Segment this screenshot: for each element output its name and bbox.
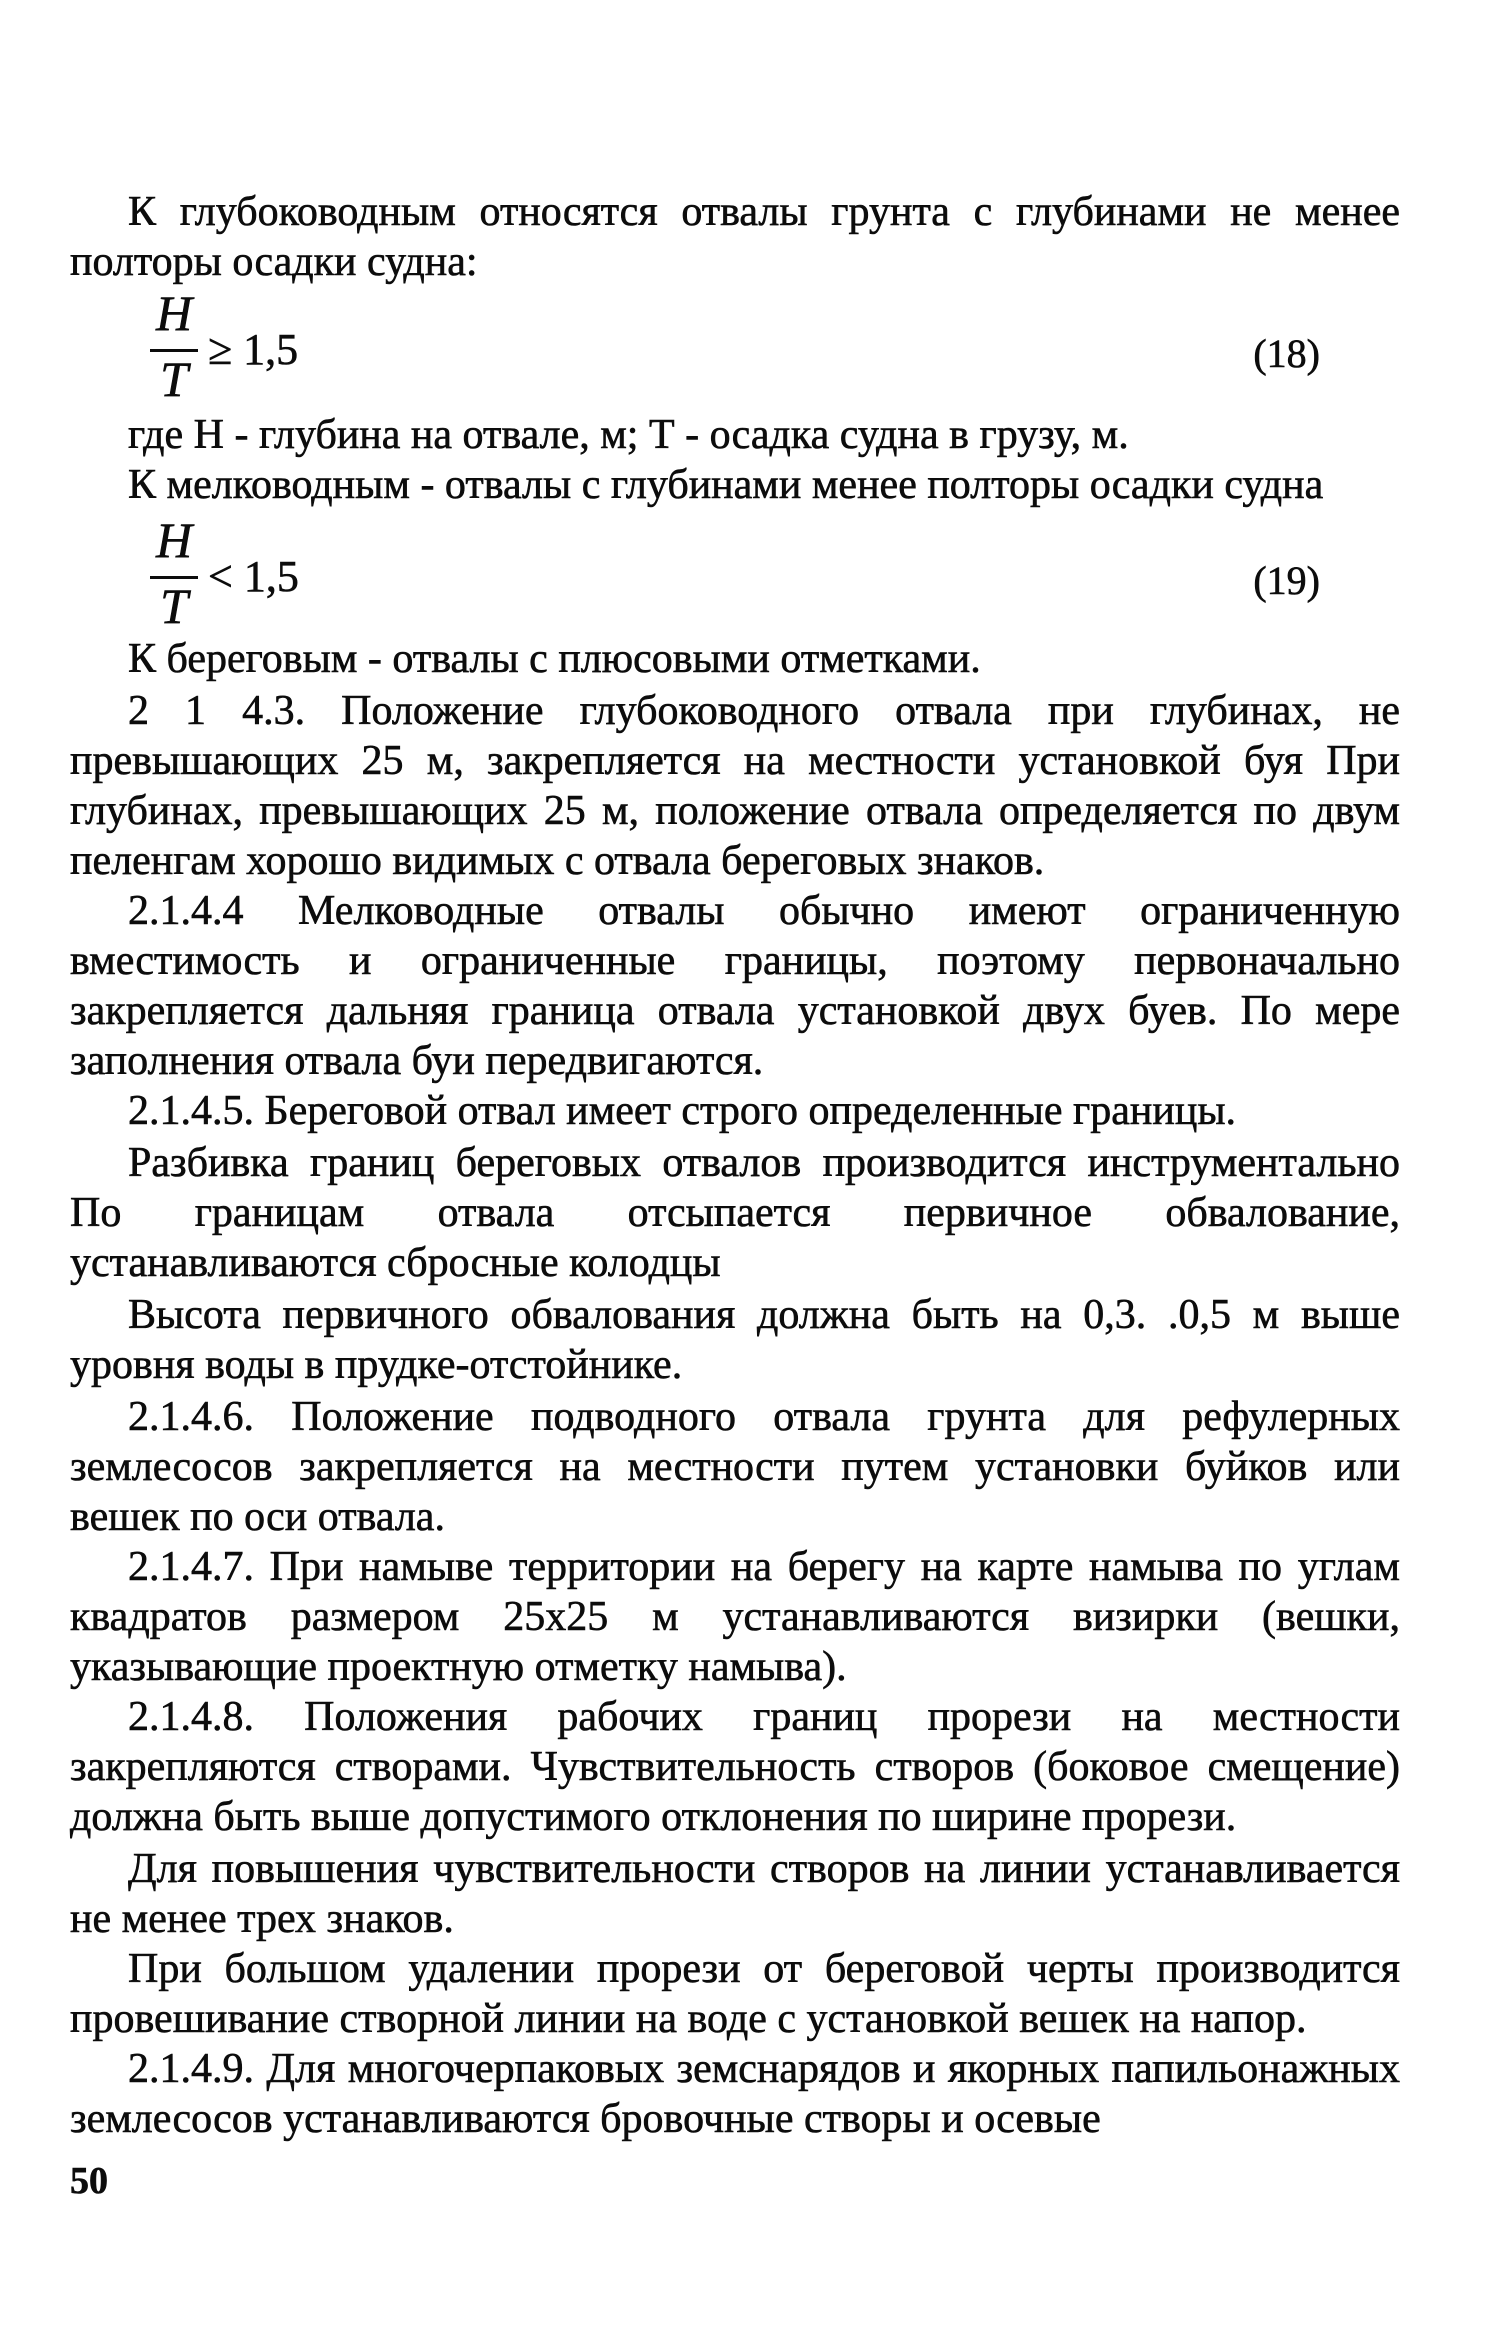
paragraph-2-1-4-9: 2.1.4.9. Для многочерпаковых земснарядов и якорных папильонажных землесосов устанавливаются бровочные створы и осевые [70, 2046, 1400, 2142]
page-number: 50 [70, 2160, 108, 2202]
paragraph-where: где Н - глубина на отвале, м; Т - осадка судна в грузу, м. [128, 412, 1129, 458]
formula-rhs: ≥ 1,5 [208, 325, 299, 374]
paragraph-height: Высота первичного обвалования должна быть на 0,3. .0,5 м выше уровня воды в прудке-отстойнике. [70, 1292, 1400, 1388]
paragraph-2-1-4-5: 2.1.4.5. Береговой отвал имеет строго определенные границы. [128, 1088, 1237, 1134]
paragraph-marking: Разбивка границ береговых отвалов производится инструментально По границам отвала отсыпается первичное обвалование, устанавливаются сбросные колодцы [70, 1140, 1400, 1286]
formula-rhs: < 1,5 [208, 552, 299, 601]
paragraph-2-1-4-7: 2.1.4.7. При намыве территории на берегу на карте намыва по углам квадратов размером 25х25 м устанавливаются визирки (вешки, указывающие проектную отметку намыва). [70, 1544, 1400, 1690]
paragraph-shallow: К мелководным - отвалы с глубинами менее полторы осадки судна [128, 462, 1324, 508]
formula-18 [150, 285, 1400, 415]
paragraph-deepwater: К глубоководным относятся отвалы грунта с глубинами не менее полторы осадки судна: [70, 189, 1400, 285]
paragraph-2-1-4-3: 2 1 4.3. Положение глубоководного отвала при глубинах, не превышающих 25 м, закрепляется на местности установкой буя При глубинах, превышающих 25 м, положение отвала определяется по двум пеленгам хорошо видимых с отвала береговых знаков. [70, 688, 1400, 884]
equation-number: (19) [1253, 558, 1320, 603]
numerator: H [155, 512, 193, 568]
formula-19 [150, 512, 1400, 642]
paragraph-2-1-4-8: 2.1.4.8. Положения рабочих границ прорези на местности закрепляются створами. Чувствительность створов (боковое смещение) должна быть выше допустимого отклонения по ширине прорези. [70, 1694, 1400, 1840]
paragraph-2-1-4-4: 2.1.4.4 Мелководные отвалы обычно имеют ограниченную вместимость и ограниченные границы, поэтому первоначально закрепляется дальняя граница отвала установкой двух буев. По мере заполнения отвала буи передвигаются. [70, 888, 1400, 1084]
paragraph-coastal: К береговым - отвалы с плюсовыми отметками. [128, 636, 981, 682]
equation-number: (18) [1253, 331, 1320, 376]
paragraph-far-cut: При большом удалении прорези от береговой черты производится провешивание створной линии на воде с установкой вешек на напор. [70, 1946, 1400, 2042]
numerator: H [155, 285, 193, 341]
paragraph-2-1-4-6: 2.1.4.6. Положение подводного отвала грунта для рефулерных землесосов закрепляется на местности путем установки буйков или вешек по оси отвала. [70, 1394, 1400, 1540]
denominator: T [160, 578, 188, 634]
paragraph-sensitivity: Для повышения чувствительности створов на линии устанавливается не менее трех знаков. [70, 1846, 1400, 1942]
denominator: T [160, 351, 188, 407]
